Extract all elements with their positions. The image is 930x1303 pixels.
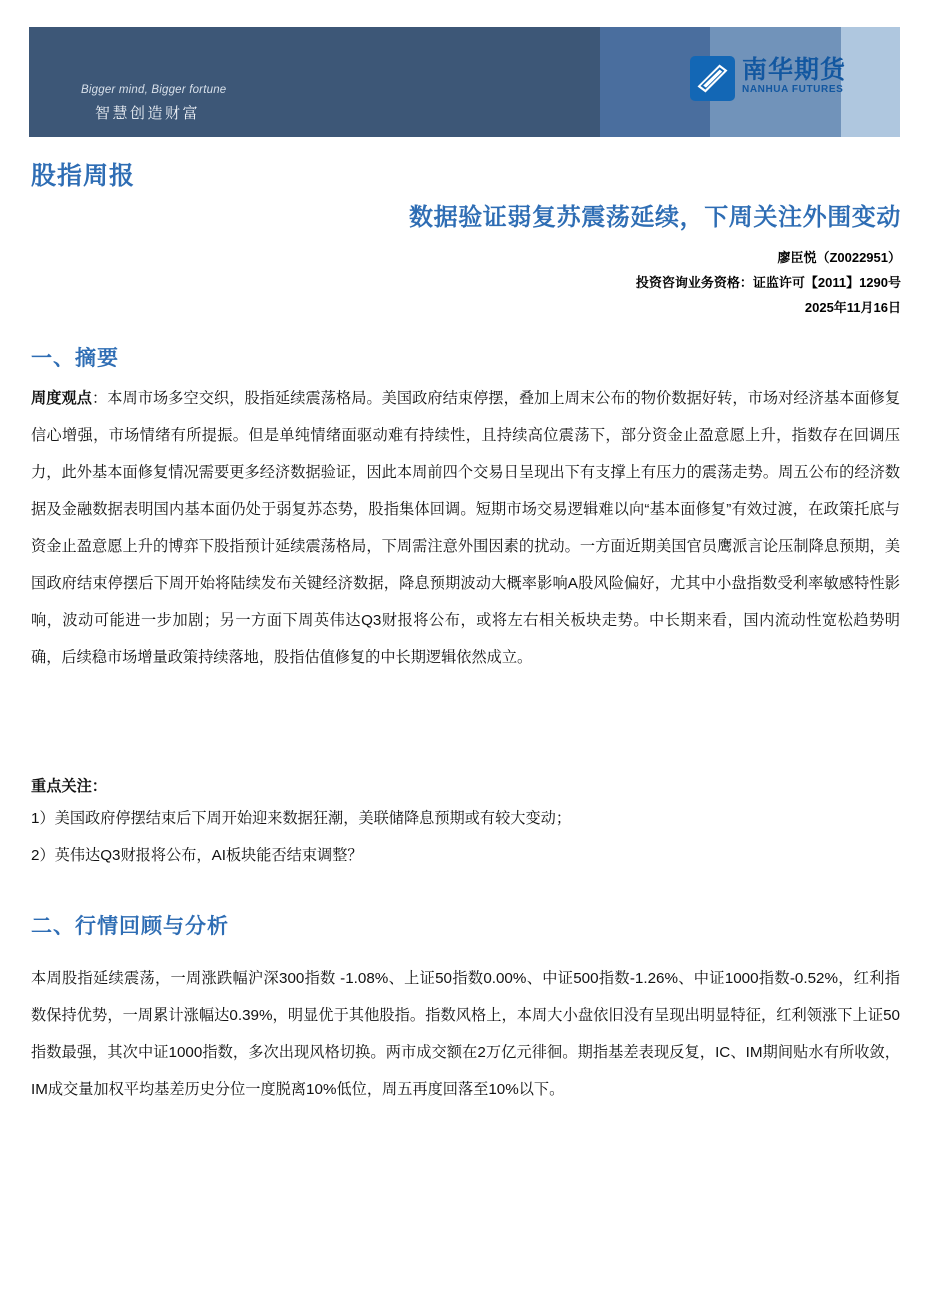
weekly-view-paragraph bbox=[31, 380, 900, 676]
list-item: 2）英伟达Q3财报将公布，AI板块能否结束调整？ bbox=[31, 847, 363, 864]
license-info: 投资咨询业务资格：证监许可【2011】1290号 bbox=[635, 275, 901, 290]
market-review-paragraph: 本周股指延续震荡，一周涨跌幅沪深300指数 -1.08%、上证50指数0.00%、中证500指数-1.26%、中证1000指数-0.52%，红利指数保持优势，一周累计涨幅达0.39%，明显优于其他股指。指数风格上，本周大小盘依旧没有呈现出明显特征，红利领涨下上证50指数最强，其次中证1000指数，多次出现风格切换。两市成交额在2万亿元徘徊。期指基差表现反复，IC、IM期间贴水有所收敛，IM成交量加权平均基差历史分位一度脱离10%低位，周五再度回落至10%以下。 bbox=[31, 970, 900, 1098]
section-heading-review: 二、行情回顾与分析 bbox=[31, 915, 229, 938]
logo-name-chinese: 南华期货 bbox=[742, 55, 847, 84]
author-name: 廖臣悦（Z0022951） bbox=[777, 250, 901, 265]
byline bbox=[636, 245, 901, 320]
banner-tagline-chinese: 智慧创造财富 bbox=[95, 105, 201, 122]
list-item: 1）美国政府停摆结束后下周开始迎来数据狂潮，美联储降息预期或有较大变动； bbox=[31, 810, 572, 827]
focus-label: 重点关注 bbox=[31, 778, 92, 795]
page-title: 数据验证弱复苏震荡延续，下周关注外围变动 bbox=[409, 204, 901, 231]
logo-name-english: NANHUA FUTURES bbox=[742, 84, 844, 96]
company-logo bbox=[690, 56, 900, 108]
section-heading-summary: 一、摘要 bbox=[31, 347, 119, 370]
nanhua-logo-icon bbox=[690, 56, 735, 101]
logo-wordmark bbox=[742, 56, 846, 95]
publish-date: 2025年11月16日 bbox=[804, 300, 901, 315]
banner-tagline-english: Bigger mind, Bigger fortune bbox=[81, 84, 227, 96]
banner-panel-primary bbox=[29, 27, 600, 137]
focus-label-colon: ： bbox=[91, 778, 107, 795]
report-type-label: 股指周报 bbox=[31, 162, 136, 190]
weekly-view-text: ：本周市场多空交织，股指延续震荡格局。美国政府结束停摆，叠加上周末公布的物价数据好转，市场对经济基本面修复信心增强，市场情绪有所提振。但是单纯情绪面驱动难有持续性，且持续高位震荡下，部分资金止盈意愿上升，指数存在回调压力，此外基本面修复情况需要更多经济数据验证，因此本周前四个交易日呈现出下有支撑上有压力的震荡走势。周五公布的经济数据及金融数据表明国内基本面仍处于弱复苏态势，股指集体回调。短期市场交易逻辑难以向“基本面修复”有效过渡，在政策托底与资金止盈意愿上升的博弈下股指预计延续震荡格局，下周需注意外围因素的扰动。一方面近期美国官员鹰派言论压制降息预期，美国政府结束停摆后下周开始将陆续发布关键经济数据，降息预期波动大概率影响A股风险偏好，尤其中小盘指数受利率敏感特性影响，波动可能进一步加剧；另一方面下周英伟达Q3财报将公布，或将左右相关板块走势。中长期来看，国内流动性宽松趋势明确，后续稳市场增量政策持续落地，股指估值修复的中长期逻辑依然成立。 bbox=[31, 390, 901, 666]
weekly-view-label: 周度观点 bbox=[31, 390, 92, 407]
focus-list bbox=[31, 800, 900, 874]
